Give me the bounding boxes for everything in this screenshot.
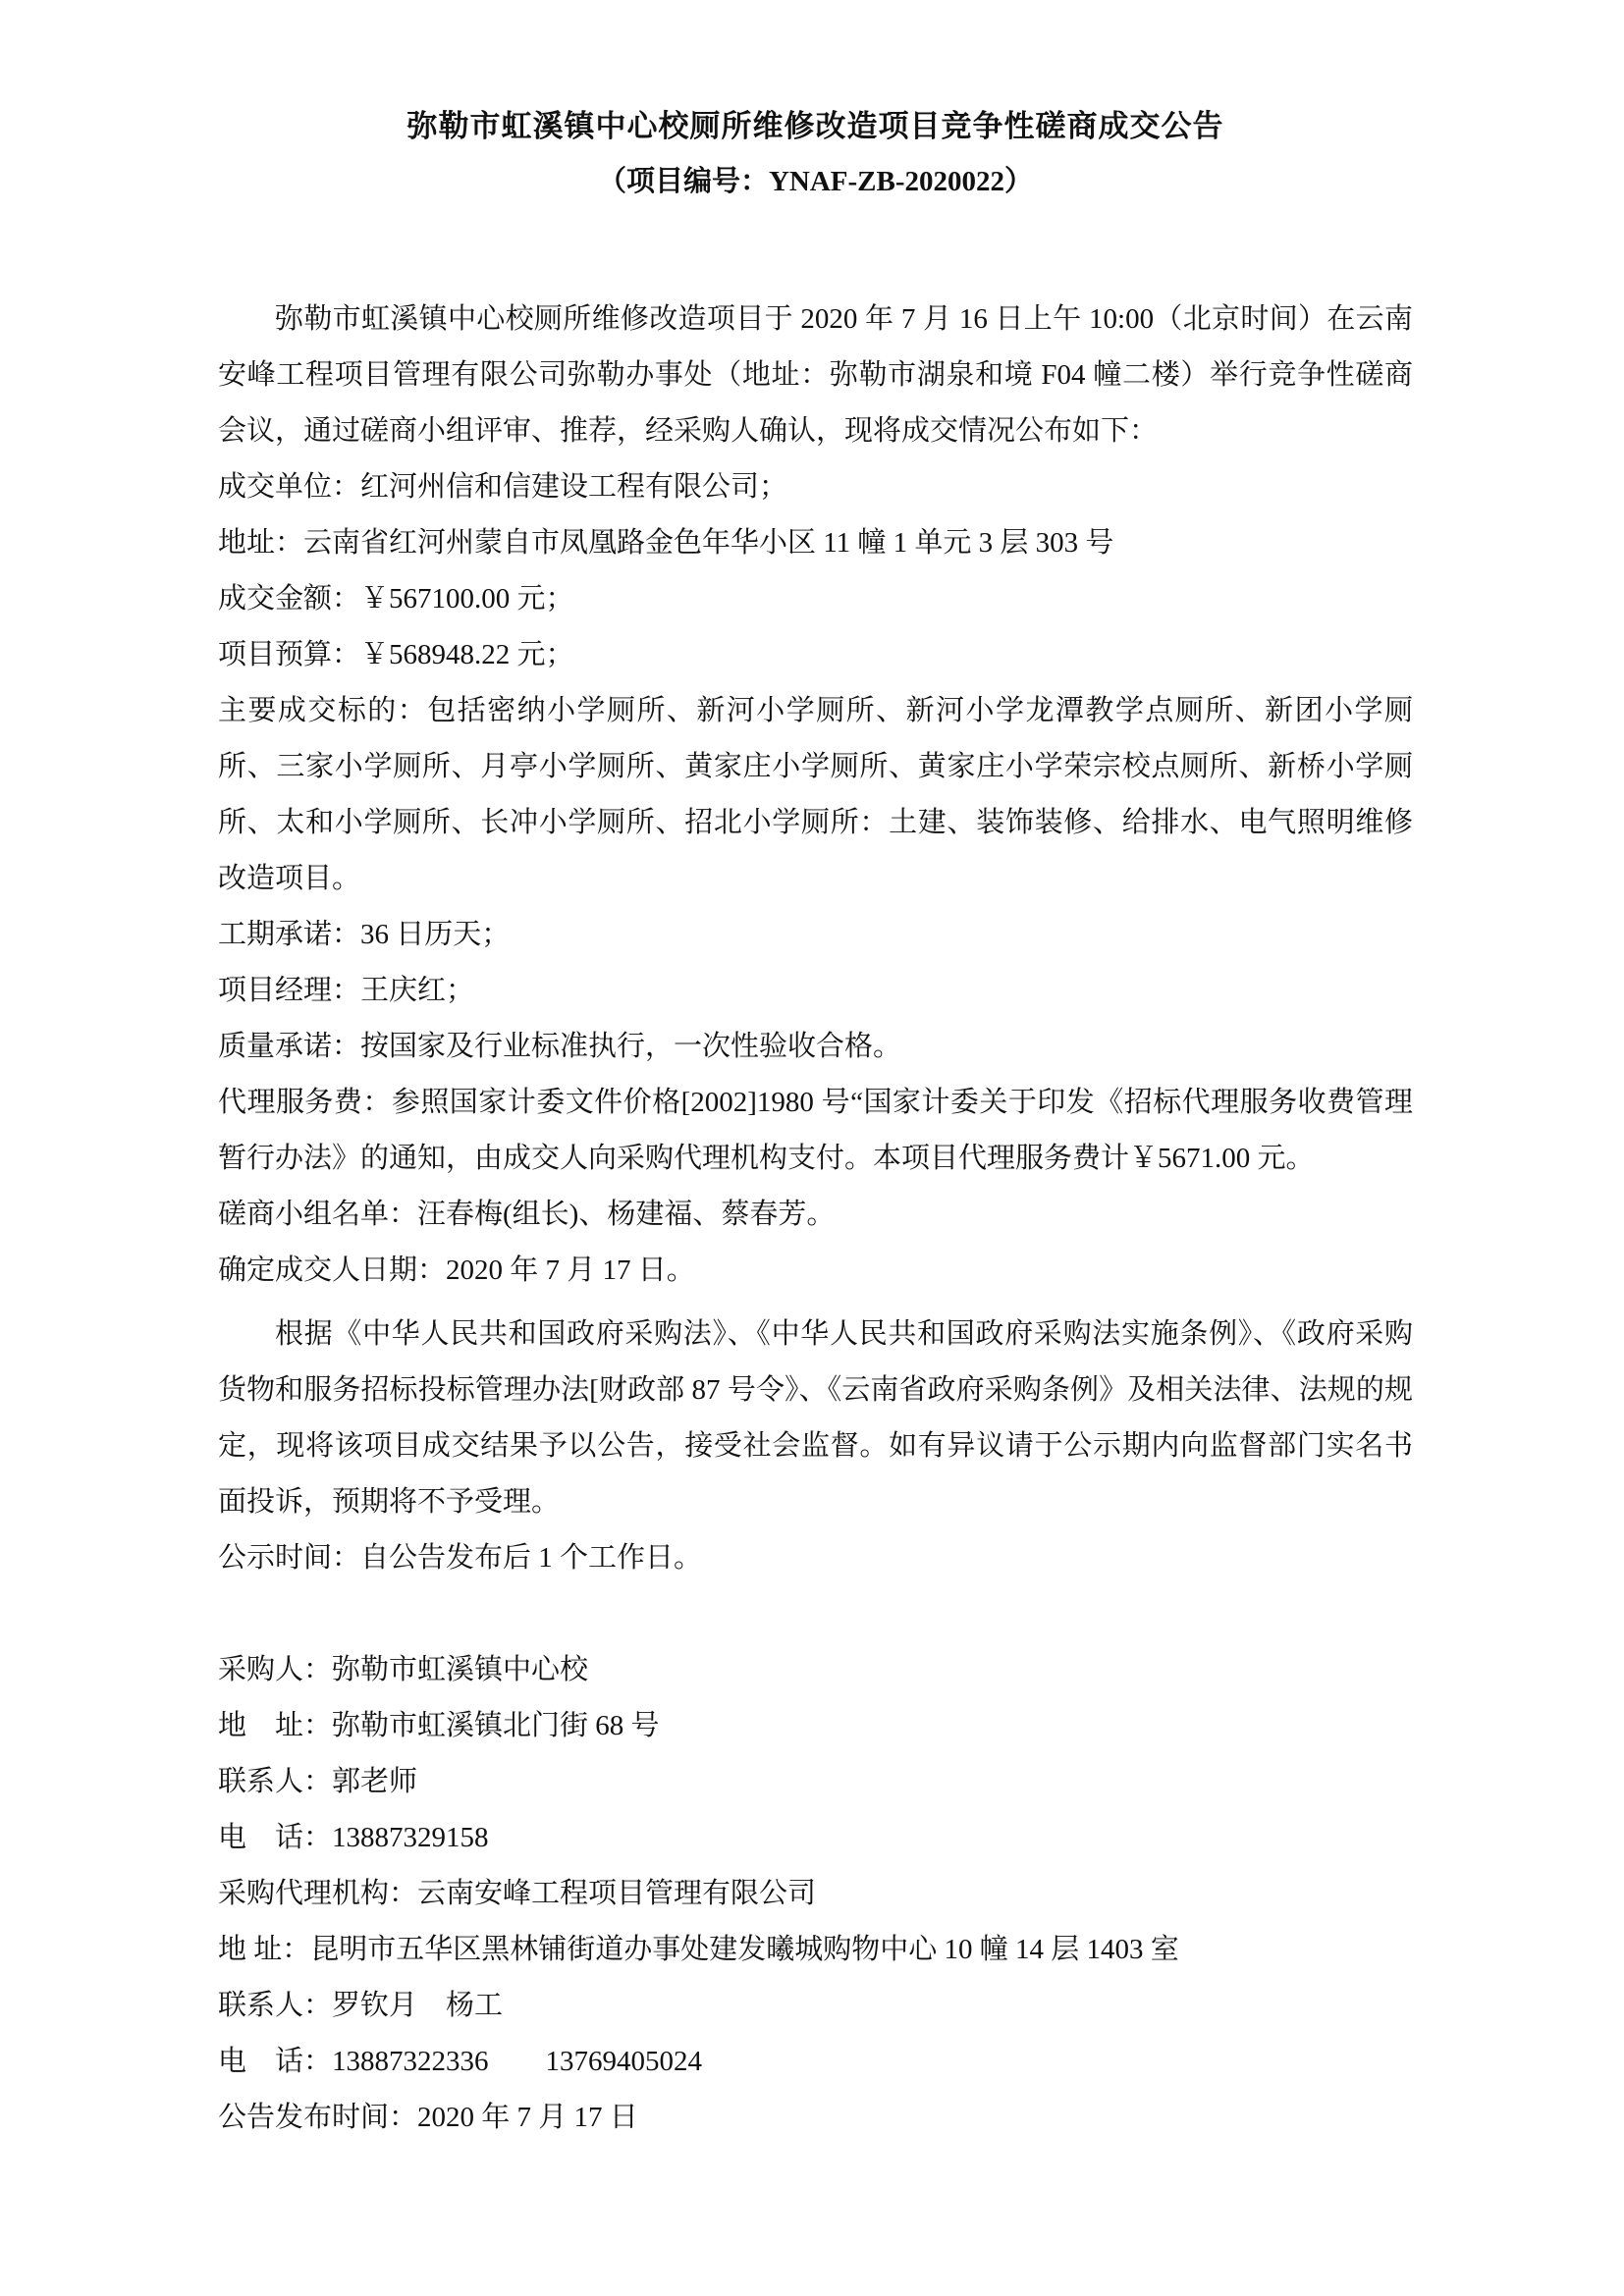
detail-winner-address: 地址：云南省红河州蒙自市凤凰路金色年华小区 11 幢 1 单元 3 层 303 号 [218, 527, 1114, 559]
detail-construction-period: 工期承诺：36 日历天； [218, 919, 511, 950]
document-title: 弥勒市虹溪镇中心校厕所维修改造项目竞争性磋商成交公告 [406, 109, 1224, 143]
contact-purchaser-address: 地 址：弥勒市虹溪镇北门街 68 号 [218, 1710, 660, 1741]
detail-agency-fee: 代理服务费：参照国家计委文件价格[2002]1980 号“国家计委关于印发《招标代理服务收费管理暂行办法》的通知，由成交人向采购代理机构支付。本项目代理服务费计￥5671.00 元。 [218, 1087, 1413, 1174]
detail-quality-commitment: 质量承诺：按国家及行业标准执行，一次性验收合格。 [218, 1031, 902, 1062]
detail-award-subject: 主要成交标的：包括密纳小学厕所、新河小学厕所、新河小学龙潭教学点厕所、新团小学厕所、三家小学厕所、月亭小学厕所、黄家庄小学厕所、黄家庄小学荣宗校点厕所、新桥小学厕所、太和小学厕所、长冲小学厕所、招北小学厕所：土建、装饰装修、给排水、电气照明维修改造项目。 [218, 695, 1413, 894]
contact-block [218, 1642, 1413, 2146]
contact-agency-phone: 电 话：13887322336 13769405024 [218, 2046, 703, 2077]
contact-purchaser-phone: 电 话：13887329158 [218, 1822, 489, 1853]
publicity-period-line: 公示时间：自公告发布后 1 个工作日。 [218, 1542, 703, 1574]
detail-panel-members: 磋商小组名单：汪春梅(组长)、杨建福、蔡春芳。 [218, 1199, 836, 1230]
contact-purchaser-person: 联系人：郭老师 [218, 1766, 418, 1797]
detail-winner: 成交单位：红河州信和信建设工程有限公司； [218, 471, 788, 503]
detail-project-manager: 项目经理：王庆红； [218, 975, 475, 1006]
project-number-line: （项目编号：YNAF-ZB-2020022） [597, 166, 1034, 197]
contact-purchaser: 采购人：弥勒市虹溪镇中心校 [218, 1654, 589, 1685]
detail-award-amount: 成交金额：￥567100.00 元； [218, 583, 574, 614]
contact-agency-person: 联系人：罗钦月 杨工 [218, 1990, 504, 2021]
contact-agency: 采购代理机构：云南安峰工程项目管理有限公司 [218, 1878, 817, 1909]
contact-agency-address: 地 址：昆明市五华区黑林铺街道办事处建发曦城购物中心 10 幢 14 层 1403 室 [218, 1934, 1179, 1965]
intro-paragraph: 弥勒市虹溪镇中心校厕所维修改造项目于 2020 年 7 月 16 日上午 10:00（北京时间）在云南安峰工程项目管理有限公司弥勒办事处（地址：弥勒市湖泉和境 F04 幢二楼）举行竞争性磋商会议，通过磋商小组评审、推荐，经采购人确认，现将成交情况公布如下： [218, 303, 1413, 447]
publish-date-line: 公告发布时间：2020 年 7 月 17 日 [218, 2102, 638, 2133]
detail-project-budget: 项目预算：￥568948.22 元； [218, 639, 574, 670]
legal-notice-paragraph: 根据《中华人民共和国政府采购法》、《中华人民共和国政府采购法实施条例》、《政府采购货物和服务招标投标管理办法[财政部 87 号令》、《云南省政府采购条例》及相关法律、法规的规定，现将该项目成交结果予以公告，接受社会监督。如有异议请于公示期内向监督部门实名书面投诉，预期将不予受理。 [218, 1318, 1413, 1518]
detail-award-date: 确定成交人日期：2020 年 7 月 17 日。 [218, 1255, 695, 1286]
